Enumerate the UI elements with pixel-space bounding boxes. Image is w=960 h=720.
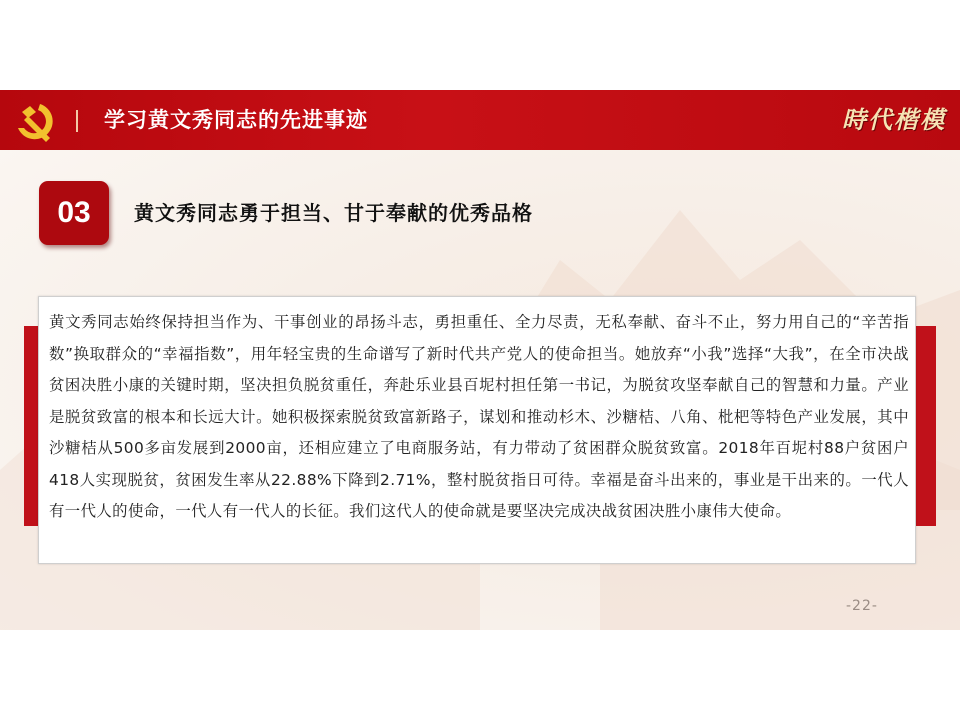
hammer-sickle-icon [10, 98, 64, 144]
section-title: 黄文秀同志勇于担当、甘于奉献的优秀品格 [134, 201, 533, 225]
brand-logo-text: 時代楷模 [842, 105, 946, 134]
content-box [38, 296, 916, 564]
section-number-badge: 03 [39, 181, 109, 245]
header-bar [0, 90, 960, 150]
page-number: -22- [846, 598, 878, 614]
body-paragraph: 黄文秀同志始终保持担当作为、干事创业的昂扬斗志，勇担重任、全力尽责，无私奉献、奋斗不止，努力用自己的“辛苦指数”换取群众的“幸福指数”，用年轻宝贵的生命谱写了新时代共产党人的使命担当。她放弃“小我”选择“大我”，在全市决战贫困决胜小康的关键时期，坚决担负脱贫重任，奔赴乐业县百坭村担任第一书记，为脱贫攻坚奉献自己的智慧和力量。产业是脱贫致富的根本和长远大计。她积极探索脱贫致富新路子，谋划和推动杉木、沙糖桔、八角、枇杷等特色产业发展，其中沙糖桔从500多亩发展到2000亩，还相应建立了电商服务站，有力带动了贫困群众脱贫致富。2018年百坭村88户贫困户418人实现脱贫，贫困发生率从22.88%下降到2.71%，整村脱贫指日可待。幸福是奋斗出来的，事业是干出来的。一代人有一代人的使命，一代人有一代人的长征。我们这代人的使命就是要坚决完成决战贫困决胜小康伟大使命。 [49, 313, 909, 520]
header-title: 学习黄文秀同志的先进事迹 [104, 108, 368, 132]
header-divider [76, 110, 78, 132]
slide [0, 90, 960, 630]
